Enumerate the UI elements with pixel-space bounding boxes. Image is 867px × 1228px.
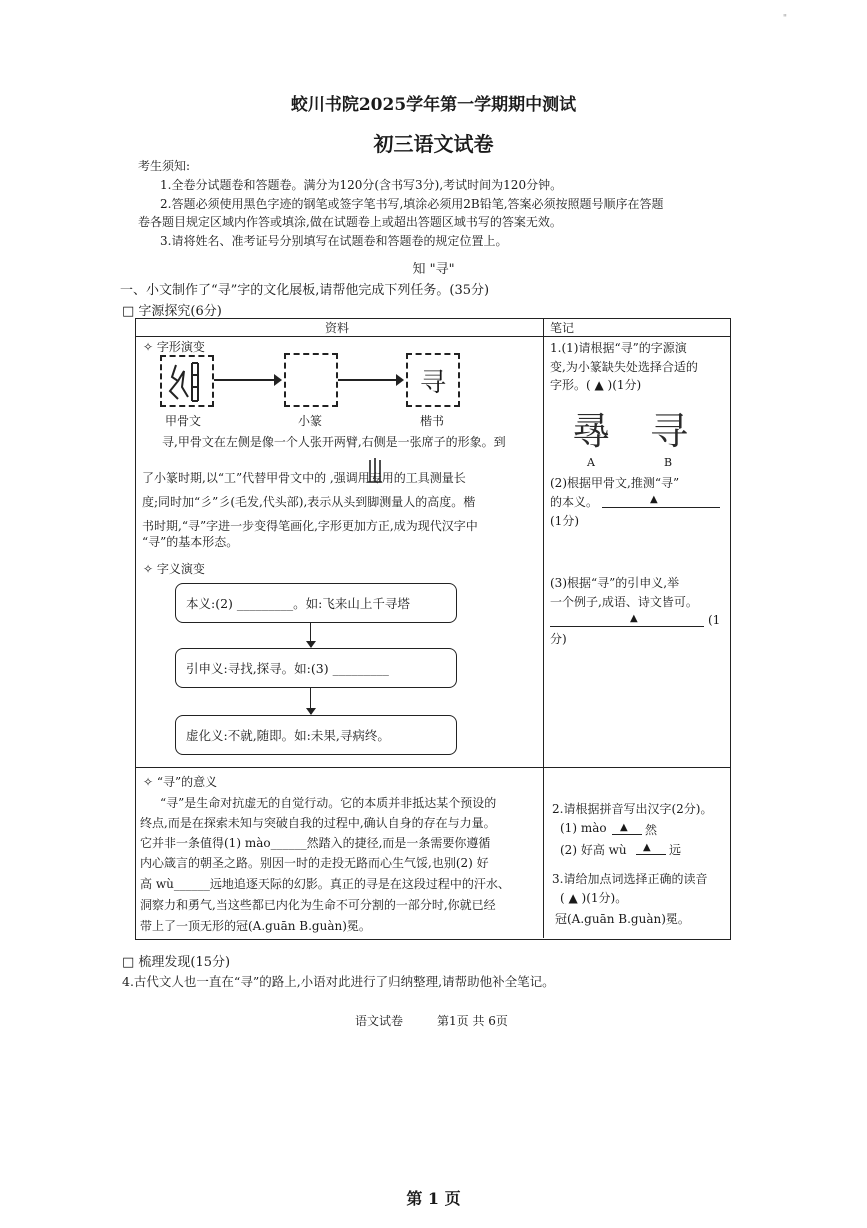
footer-paper: 语文试卷 bbox=[355, 1014, 404, 1028]
q2-item1-blank[interactable] bbox=[612, 834, 642, 835]
origin-para-line5: “寻”的基本形态。 bbox=[142, 535, 239, 549]
xiaozhuan-blank-frame bbox=[284, 353, 338, 407]
zixing-heading: ✧ 字形演变 bbox=[143, 340, 205, 354]
flow-function-meaning: 虚化义:不就,随即。如:未果,寻病终。 bbox=[175, 715, 457, 755]
q1-line2: 变,为小篆缺失处选择合适的 bbox=[550, 360, 698, 374]
label-xiaozhuan: 小篆 bbox=[298, 414, 323, 428]
q3-line2: ( ▲ )(1分)。 bbox=[560, 891, 628, 905]
topic-title: 知 "寻" bbox=[412, 262, 455, 277]
q2-item2-prefix: (2) 好高 wù bbox=[560, 843, 627, 857]
meaning-line1: “寻”是生命对抗虚无的自觉行动。它的本质并非抵达某个预设的 bbox=[160, 796, 497, 810]
meaning-line6: 洞察力和勇气,当这些都已内化为生命不可分割的一部分时,你就已经 bbox=[140, 898, 496, 912]
col-header-notes: 笔记 bbox=[550, 321, 575, 335]
q1-3-line1: (3)根据“寻”的引申义,举 bbox=[550, 576, 680, 590]
q2-item2-triangle-icon: ▲ bbox=[643, 842, 651, 853]
option-b-glyph: 寻 bbox=[650, 409, 689, 453]
q1-2-line2: 的本义。 bbox=[550, 495, 599, 509]
q1-2-triangle-icon: ▲ bbox=[650, 494, 658, 505]
footer-page-of: 第1页 共 6页 bbox=[437, 1014, 508, 1028]
q1-3-line3: (1 bbox=[708, 613, 721, 627]
q1-2-answer-line[interactable] bbox=[602, 507, 720, 508]
q2-item1-suffix: 然 bbox=[645, 823, 658, 837]
q1-2-line1: (2)根据甲骨文,推测“寻” bbox=[550, 476, 680, 490]
col-header-source: 资料 bbox=[325, 321, 350, 335]
notice-item-3: 3.请将姓名、准考证号分别填写在试题卷和答题卷的规定位置上。 bbox=[160, 234, 508, 248]
q2-item2-suffix: 远 bbox=[669, 843, 682, 857]
oracle-bone-glyph-icon bbox=[162, 357, 212, 405]
notice-item-2b: 卷各题目规定区域内作答或填涂,做在试题卷上或超出答题区域书写的答案无效。 bbox=[138, 215, 562, 229]
notice-heading: 考生须知: bbox=[138, 159, 191, 173]
q1-line1: 1.(1)请根据“寻”的字源演 bbox=[550, 341, 687, 355]
table-divider bbox=[543, 318, 544, 938]
meaning-line2: 终点,而是在探索未知与突破自我的过程中,确认自身的存在与力量。 bbox=[140, 816, 496, 830]
q1-line3: 字形。( ▲ )(1分) bbox=[550, 378, 642, 392]
notice-item-2a: 2.答题必须使用黑色字迹的钢笔或签字笔书写,填涂必须用2B铅笔,答案必须按照题号顺序在答题 bbox=[160, 197, 664, 211]
flow-extended-meaning: 引申义:寻找,探寻。如:(3) _________ bbox=[175, 648, 457, 688]
option-a-glyph: 㝷 bbox=[572, 409, 611, 453]
section2-heading: □ 梳理发现(15分) bbox=[122, 955, 231, 970]
meaning-heading: ✧ “寻”的意义 bbox=[143, 775, 218, 789]
meaning-line4: 内心箴言的朝圣之路。别因一时的走投无路而心生气馁,也别(2) 好 bbox=[140, 856, 489, 870]
q1-3-line2: 一个例子,成语、诗文皆可。 bbox=[550, 595, 698, 609]
ziyi-heading: ✧ 字义演变 bbox=[143, 562, 205, 576]
table-header-line bbox=[135, 336, 730, 337]
kaishu-frame: 寻 bbox=[406, 353, 460, 407]
exam-title: 蛟川书院2025学年第一学期期中测试 bbox=[290, 95, 577, 115]
q1-3-answer-line[interactable] bbox=[550, 626, 704, 627]
arrow-1-head-icon bbox=[274, 374, 282, 386]
exam-subtitle: 初三语文试卷 bbox=[373, 132, 494, 156]
arrow-1 bbox=[214, 379, 280, 381]
q1-2-line3: (1分) bbox=[550, 514, 579, 528]
meaning-line3: 它并非一条值得(1) mào______然踏入的捷径,而是一条需要你遵循 bbox=[140, 836, 491, 850]
flow-arrow-2-head-icon bbox=[306, 708, 316, 715]
part1-intro: 一、小文制作了“寻”字的文化展板,请帮他完成下列任务。(35分) bbox=[120, 283, 490, 298]
oracle-figure-icon bbox=[366, 456, 384, 484]
origin-para-line2: 了小篆时期,以“工”代替甲骨文中的 ,强调用专用的工具测量长 bbox=[142, 471, 466, 485]
q1-3-line4: 分) bbox=[550, 632, 567, 646]
option-a-label: A bbox=[587, 456, 595, 469]
arrow-2-head-icon bbox=[396, 374, 404, 386]
flow-original-meaning: 本义:(2) _________。如:飞来山上千寻塔 bbox=[175, 583, 457, 623]
q2-item2-blank[interactable] bbox=[636, 854, 666, 855]
q3-line3: 冠(A.guān B.guàn)冕。 bbox=[555, 912, 690, 926]
label-kaishu: 楷书 bbox=[420, 414, 445, 428]
q2-item1-prefix: (1) mào bbox=[560, 821, 607, 835]
meaning-line7: 带上了一顶无形的冠(A.guān B.guàn)冕。 bbox=[140, 919, 371, 933]
corner-mark: " bbox=[782, 14, 787, 24]
label-jiagu: 甲骨文 bbox=[165, 414, 202, 428]
arrow-2 bbox=[338, 379, 400, 381]
q1-3-triangle-icon: ▲ bbox=[630, 613, 638, 624]
table-row-line bbox=[135, 767, 730, 768]
origin-para-line4: 书时期,“寻”字进一步变得笔画化,字形更加方正,成为现代汉字中 bbox=[142, 519, 478, 533]
section1-heading: □ 字源探究(6分) bbox=[122, 304, 222, 319]
page-number: 第 1 页 bbox=[406, 1189, 461, 1208]
flow-arrow-1-head-icon bbox=[306, 641, 316, 648]
origin-para-line1: 寻,甲骨文在左侧是像一个人张开两臂,右侧是一张席子的形象。到 bbox=[162, 435, 506, 449]
option-b-label: B bbox=[664, 456, 673, 469]
q2-item1-triangle-icon: ▲ bbox=[620, 822, 628, 833]
jiagu-frame bbox=[160, 355, 214, 407]
notice-item-1: 1.全卷分试题卷和答题卷。满分为120分(含书写3分),考试时间为120分钟。 bbox=[160, 178, 563, 192]
meaning-line5: 高 wù______远地追逐天际的幻影。真正的寻是在这段过程中的汗水、 bbox=[140, 877, 510, 891]
origin-para-line3: 度;同时加“彡”彡(毛发,代头部),表示从头到脚测量人的高度。楷 bbox=[142, 495, 476, 509]
q4-text: 4.古代文人也一直在“寻”的路上,小语对此进行了归纳整理,请帮助他补全笔记。 bbox=[122, 974, 555, 989]
q2-line1: 2.请根据拼音写出汉字(2分)。 bbox=[552, 802, 713, 816]
q3-line1: 3.请给加点词选择正确的读音 bbox=[552, 872, 708, 886]
